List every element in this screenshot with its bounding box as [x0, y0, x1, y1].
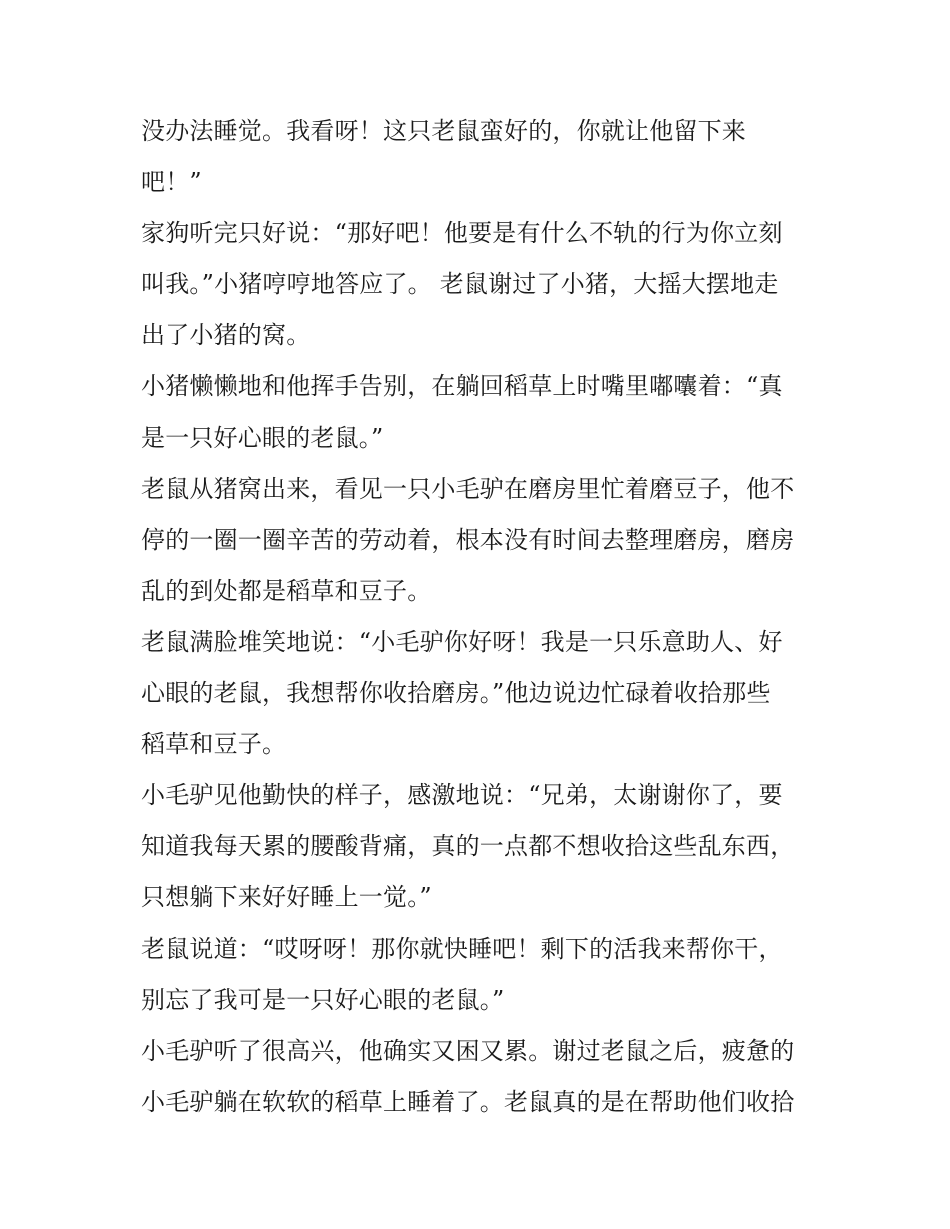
text-line: 知道我每天累的腰酸背痛，真的一点都不想收拾这些乱东西， — [141, 832, 795, 861]
text-line: 小毛驴听了很高兴，他确实又困又累。谢过老鼠之后，疲惫的 — [141, 1036, 795, 1065]
text-line: 老鼠从猪窝出来，看见一只小毛驴在磨房里忙着磨豆子，他不 — [141, 474, 795, 503]
text-line: 稻草和豆子。 — [141, 730, 287, 759]
text-line: 只想躺下来好好睡上一觉。” — [141, 883, 432, 912]
text-line: 吧！” — [141, 168, 202, 197]
text-line: 老鼠说道：“哎呀呀！那你就快睡吧！剩下的活我来帮你干， — [141, 934, 783, 963]
text-line: 小毛驴躺在软软的稻草上睡着了。老鼠真的是在帮助他们收拾 — [141, 1087, 795, 1116]
text-line: 是一只好心眼的老鼠。” — [141, 423, 384, 452]
text-line: 乱的到处都是稻草和豆子。 — [141, 576, 432, 605]
text-line: 老鼠满脸堆笑地说：“小毛驴你好呀！我是一只乐意助人、好 — [141, 627, 783, 656]
story-text — [141, 106, 831, 1128]
text-line: 出了小猪的窝。 — [141, 321, 311, 350]
text-line: 停的一圈一圈辛苦的劳动着，根本没有时间去整理磨房，磨房 — [141, 525, 795, 554]
text-line: 小猪懒懒地和他挥手告别，在躺回稻草上时嘴里嘟囔着：“真 — [141, 372, 783, 401]
text-line: 别忘了我可是一只好心眼的老鼠。” — [141, 985, 505, 1014]
text-line: 叫我。”小猪哼哼地答应了。 老鼠谢过了小猪，大摇大摆地走 — [141, 270, 779, 299]
text-line: 心眼的老鼠，我想帮你收拾磨房。”他边说边忙碌着收拾那些 — [141, 679, 771, 708]
text-line: 小毛驴见他勤快的样子，感激地说：“兄弟，太谢谢你了，要 — [141, 781, 783, 810]
text-line: 家狗听完只好说：“那好吧！他要是有什么不轨的行为你立刻 — [141, 219, 783, 248]
text-line: 没办法睡觉。我看呀！这只老鼠蛮好的，你就让他留下来 — [141, 117, 746, 145]
